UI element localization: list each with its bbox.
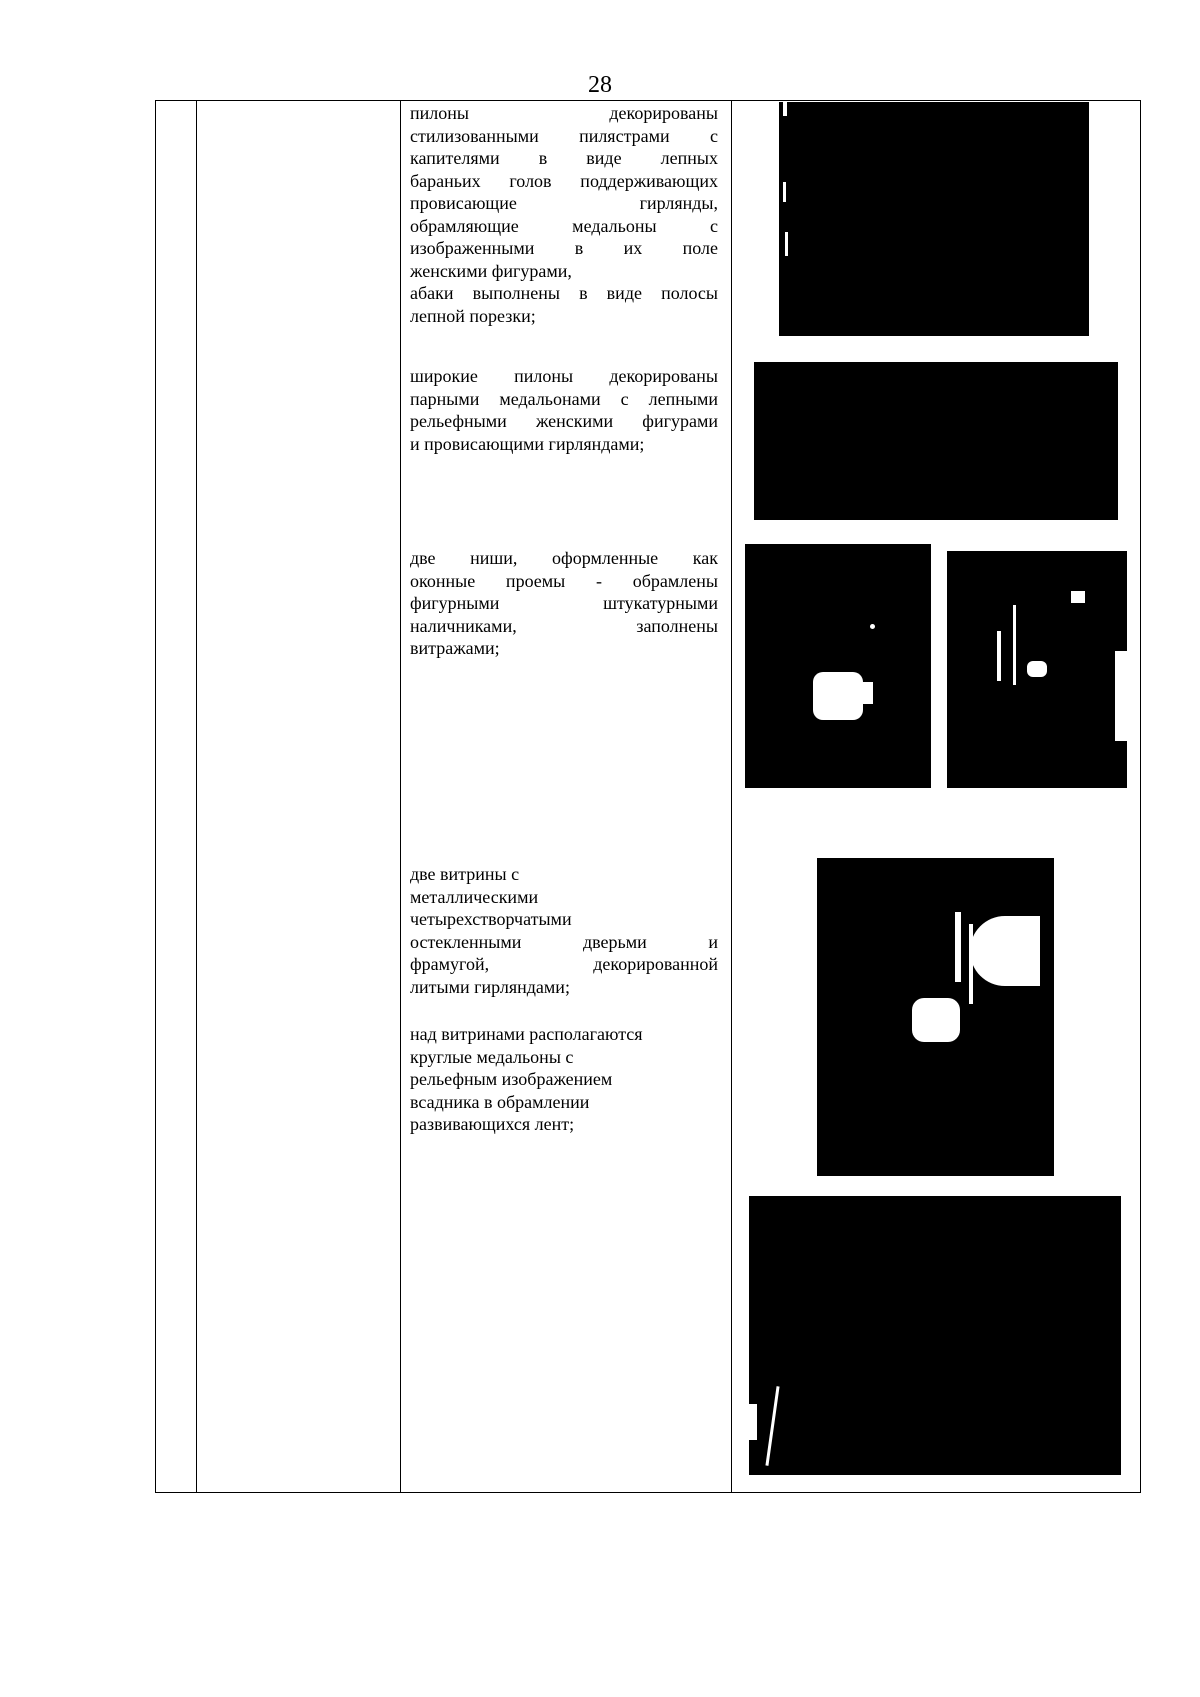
description-entry (410, 1023, 718, 1136)
text-line: женскими фигурами, (410, 260, 572, 281)
text-line: обрамляющие медальоны с (410, 215, 718, 236)
description-entry (410, 547, 718, 660)
text-line: лепной порезки; (410, 305, 536, 326)
text-line: наличниками, заполнены (410, 615, 718, 636)
photo-medallion (749, 1196, 1121, 1475)
text-line: фрамугой, декорированной (410, 954, 718, 974)
text-line: рельефными женскими фигурами (410, 411, 718, 431)
text-line: абаки выполнены в виде полосы (410, 283, 718, 303)
text-line: парными медальонами с лепными (410, 388, 718, 409)
text-line: металлическими (410, 886, 539, 907)
text-line: развивающихся лент; (410, 1114, 575, 1134)
text-line: бараньих голов поддерживающих (410, 170, 718, 191)
description-entry (410, 365, 718, 455)
photo-pilasters (779, 102, 1089, 336)
text-line: пилоны декорированы (410, 103, 718, 123)
text-line: четырехстворчатыми (410, 909, 572, 929)
text-line: оконные проемы - обрамлены (410, 570, 718, 591)
text-line: над витринами располагаются (410, 1024, 643, 1044)
photo-shop-window (817, 858, 1054, 1176)
text-line: провисающие гирлянды, (410, 193, 718, 213)
photo-niche-left (745, 544, 931, 788)
text-line: круглые медальоны с (410, 1046, 574, 1067)
photo-niche-right (947, 551, 1127, 788)
column-divider (400, 101, 401, 1492)
text-line: остекленными дверьми и (410, 931, 718, 952)
text-line: рельефным изображением (410, 1069, 613, 1089)
text-line: две ниши, оформленные как (410, 548, 718, 568)
description-entry (410, 102, 718, 327)
text-line: литыми гирляндами; (410, 976, 570, 997)
column-divider (196, 101, 197, 1492)
text-line: капителями в виде лепных (410, 148, 718, 168)
text-line: всадника в обрамлении (410, 1091, 590, 1112)
column-divider (731, 101, 732, 1492)
text-line: фигурными штукатурными (410, 593, 718, 613)
text-line: изображенными в их поле (410, 238, 718, 258)
photo-wide-pylons (754, 362, 1118, 520)
description-entry (410, 863, 718, 998)
text-line: и провисающими гирляндами; (410, 433, 645, 454)
text-line: две витрины с (410, 864, 520, 884)
text-line: широкие пилоны декорированы (410, 366, 718, 386)
text-line: стилизованными пилястрами с (410, 125, 718, 146)
page-number: 28 (588, 72, 612, 98)
text-line: витражами; (410, 638, 500, 658)
